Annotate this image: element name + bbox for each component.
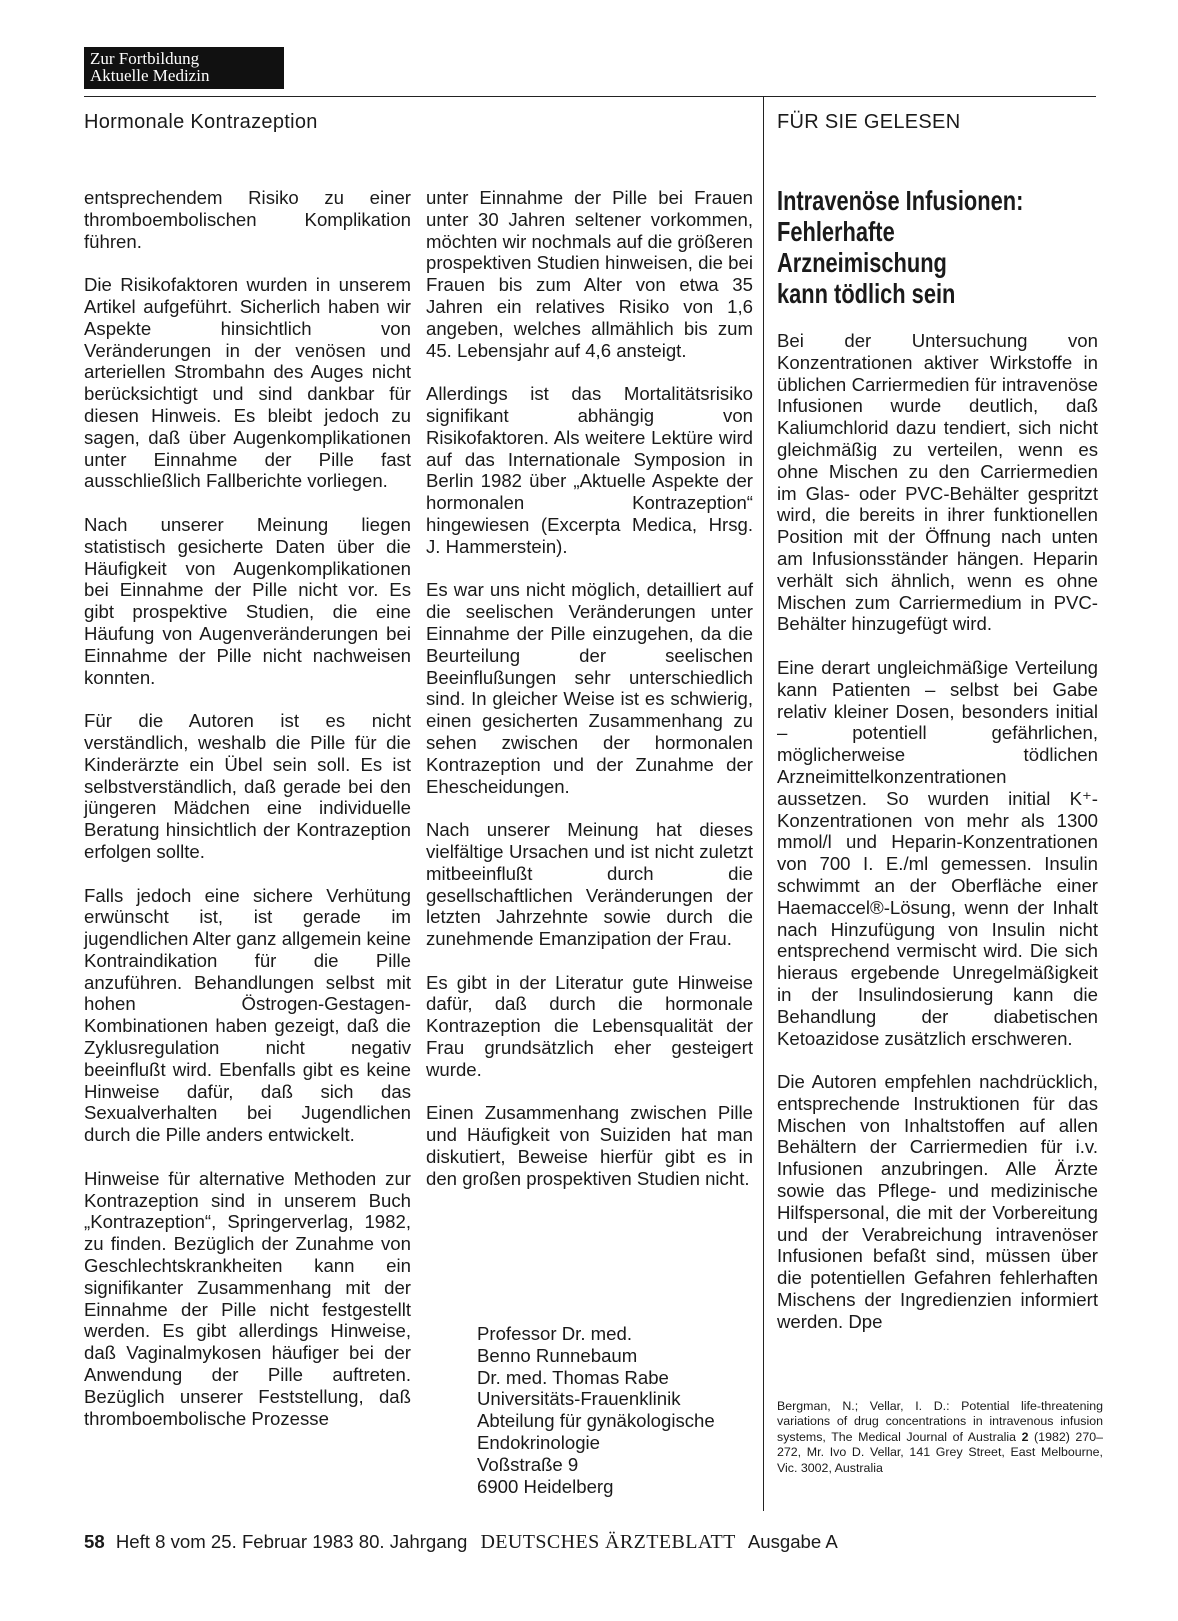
article-column-2 bbox=[426, 187, 753, 1211]
section-banner bbox=[84, 47, 284, 89]
headline-line: kann tödlich sein bbox=[777, 278, 956, 309]
signature-line: Benno Runnebaum bbox=[477, 1344, 638, 1366]
paragraph: unter Einnahme der Pille bei Frauen unter 30 Jahren seltener vorkommen, möchten wir nochmals auf die größeren prospektiven Studien hinweisen, die bei Frauen bis zum Alter von etwa 35 Jahren ein relatives Risiko von 1,6 angeben, welches allmählich bis zum 45. Lebensjahr auf 4,6 ansteigt. bbox=[426, 187, 753, 361]
signature-line: Dr. med. Thomas Rabe bbox=[477, 1366, 669, 1388]
paragraph: Für die Autoren ist es nicht verständlich, weshalb die Pille für die Kinderärzte ein Übel sein soll. Es ist selbstverständlich, daß gerade bei den jüngeren Mädchen eine individuelle Beratung hinsichtlich der Kontrazeption erfolgen sollte. bbox=[84, 710, 411, 862]
reference-text-1: Bergman, N.; Vellar, I. D.: Potential life-threatening variations of drug concentrations in intravenous infusion systems, The Medical Journal of Australia bbox=[777, 1399, 1103, 1444]
section-title-left: Hormonale Kontrazeption bbox=[84, 111, 318, 133]
article-column-3 bbox=[777, 330, 1098, 1333]
banner-line-2: Aktuelle Medizin bbox=[90, 66, 210, 85]
article-column-1 bbox=[84, 187, 411, 1451]
column-divider bbox=[763, 96, 764, 1511]
headline-line: Intravenöse Infusionen: bbox=[777, 185, 1024, 216]
author-signature bbox=[477, 1323, 715, 1497]
paragraph: Hinweise für alternative Methoden zur Kontrazeption sind in unserem Buch „Kontrazeption“, Springerverlag, 1982, zu finden. Bezüglich der Zunahme von Geschlechtskrankheiten kann ein signifikanter Zusammenhang mit der Einnahme der Pille nicht festgestellt werden. Es gibt allerdings Hinweise, daß Vaginalmykosen häufiger bei der Anwendung der Pille auftreten. Bezüglich unserer Feststellung, daß thromboembolische Prozesse bbox=[84, 1167, 411, 1429]
banner-line-1: Zur Fortbildung bbox=[90, 49, 200, 68]
paragraph: Es war uns nicht möglich, detailliert auf die seelischen Veränderungen unter Einnahme der Pille einzugehen, da die Beurteilung der seelischen Beeinflußungen sehr unterschiedlich sind. In gleicher Weise ist es schwierig, einen gesicherten Zusammenhang zu sehen zwischen der hormonalen Kontrazeption und der Zunahme der Ehescheidungen. bbox=[426, 579, 753, 797]
paragraph: Es gibt in der Literatur gute Hinweise dafür, daß durch die hormonale Kontrazeption die Lebensqualität der Frau grundsätzlich eher gesteigert wurde. bbox=[426, 971, 753, 1080]
paragraph: entsprechendem Risiko zu einer thromboembolischen Komplikation führen. bbox=[84, 187, 411, 252]
signature-line: Professor Dr. med. bbox=[477, 1323, 632, 1344]
header-rule bbox=[84, 96, 1096, 97]
page-number: 58 bbox=[84, 1531, 105, 1552]
paragraph: Allerdings ist das Mortalitätsrisiko signifikant abhängig von Risikofaktoren. Als weitere Lektüre wird auf das Internationale Symposion in Berlin 1982 über „Aktuelle Aspekte der hormonalen Kontrazeption“ hingewiesen (Excerpta Medica, Hrsg. J. Hammerstein). bbox=[426, 383, 753, 557]
headline-line: Fehlerhafte bbox=[777, 216, 895, 247]
paragraph: Einen Zusammenhang zwischen Pille und Häufigkeit von Suiziden hat man diskutiert, Beweise hierfür gibt es in den großen prospektiven Studien nicht. bbox=[426, 1102, 753, 1189]
signature-line: 6900 Heidelberg bbox=[477, 1475, 614, 1497]
signature-line: Abteilung für gynäkologische bbox=[477, 1410, 715, 1432]
paragraph: Bei der Untersuchung von Konzentrationen aktiver Wirkstoffe in üblichen Carriermedien für intravenöse Infusionen wurde deutlich, daß Kaliumchlorid dazu tendiert, sich nicht gleichmäßig zu verteilen, wenn es ohne Mischen zu den Carriermedien im Glas- oder PVC-Behälter gespritzt wird, die bereits in ihrer funktionellen Position mit der Öffnung nach unten am Infusionsständer hängen. Heparin verhält sich ähnlich, wenn es ohne Mischen zum Carriermedium in PVC-Behälter hinzugefügt wird. bbox=[777, 330, 1098, 635]
section-title-right: FÜR SIE GELESEN bbox=[777, 111, 961, 133]
paragraph: Nach unserer Meinung hat dieses vielfältige Ursachen und ist nicht zuletzt mitbeeinflußt durch die gesellschaftlichen Veränderungen der letzten Jahrzehnte sowie durch die zunehmende Emanzipation der Frau. bbox=[426, 819, 753, 950]
signature-line: Voßstraße 9 bbox=[477, 1453, 579, 1475]
journal-masthead: DEUTSCHES ÄRZTEBLATT bbox=[480, 1531, 736, 1553]
signature-line: Endokrinologie bbox=[477, 1431, 601, 1453]
signature-line: Universitäts-Frauenklinik bbox=[477, 1388, 681, 1410]
paragraph: Eine derart ungleichmäßige Verteilung kann Patienten – selbst bei Gabe relativ kleiner Dosen, besonders initial – potentiell gefährlichen, möglicherweise tödlichen Arzneimittelkonzentrationen aussetzen. So wurden initial K⁺-Konzentrationen von mehr als 1300 mmol/l und Heparin-Konzentrationen von 700 I. E./ml gemessen. Insulin schwimmt an der Oberfläche einer Haemaccel®-Lösung, wenn der Inhalt nach Hinzufügung von Insulin nicht entsprechend vermischt wird. Die sich hieraus ergebende Unregelmäßigkeit in der Insulindosierung kann die Behandlung der diabetischen Ketoazidose zusätzlich erschweren. bbox=[777, 656, 1098, 1049]
reference-volume: 2 bbox=[1021, 1429, 1029, 1444]
edition-label: Ausgabe A bbox=[747, 1531, 838, 1552]
paragraph: Falls jedoch eine sichere Verhütung erwünscht ist, ist gerade im jugendlichen Alter ganz allgemein keine Kontraindikation für die Pille anzuführen. Behandlungen selbst mit hohen Östrogen-Gestagen-Kombinationen haben gezeigt, daß die Zyklusregulation nicht negativ beeinflußt wird. Ebenfalls gibt es keine Hinweise dafür, daß sich das Sexualverhalten bei Jugendlichen durch die Pille anders entwickelt. bbox=[84, 884, 411, 1146]
reference-text-2: (1982) 270–272, Mr. Ivo D. Vellar, 141 Grey Street, East Melbourne, Vic. 3002, Australia bbox=[777, 1429, 1103, 1475]
page-footer bbox=[84, 1531, 838, 1554]
paragraph: Nach unserer Meinung liegen statistisch gesicherte Daten über die Häufigkeit von Augenkomplikationen bei Einnahme der Pille nicht vor. Es gibt prospektive Studien, die eine Häufung von Augenveränderungen bei Einnahme der Pille nicht nachweisen konnten. bbox=[84, 513, 411, 688]
reference-citation bbox=[777, 1399, 1103, 1476]
headline-line: Arzneimischung bbox=[777, 247, 947, 278]
paragraph: Die Risikofaktoren wurden in unserem Artikel aufgeführt. Sicherlich haben wir Aspekte hinsichtlich von Veränderungen in der venösen und arteriellen Strombahn des Auges nicht berücksichtigt und sind dankbar für diesen Hinweis. Es bleibt jedoch zu sagen, daß über Augenkomplikationen unter Einnahme der Pille fast ausschließlich Fallberichte vorliegen. bbox=[84, 274, 411, 492]
article-headline bbox=[777, 185, 1089, 309]
issue-info: Heft 8 vom 25. Februar 1983 80. Jahrgang bbox=[115, 1531, 468, 1552]
paragraph: Die Autoren empfehlen nachdrücklich, entsprechende Instruktionen für das Mischen von Inhaltstoffen auf allen Behältern der Carriermedien für i.v. Infusionen anzubringen. Alle Ärzte sowie das Pflege- und medizinische Hilfspersonal, die mit der Vorbereitung und der Verabreichung intravenöser Infusionen befaßt sind, müssen über die potentiellen Gefahren fehlerhaften Mischens der Ingredienzien informiert werden. Dpe bbox=[777, 1071, 1098, 1332]
